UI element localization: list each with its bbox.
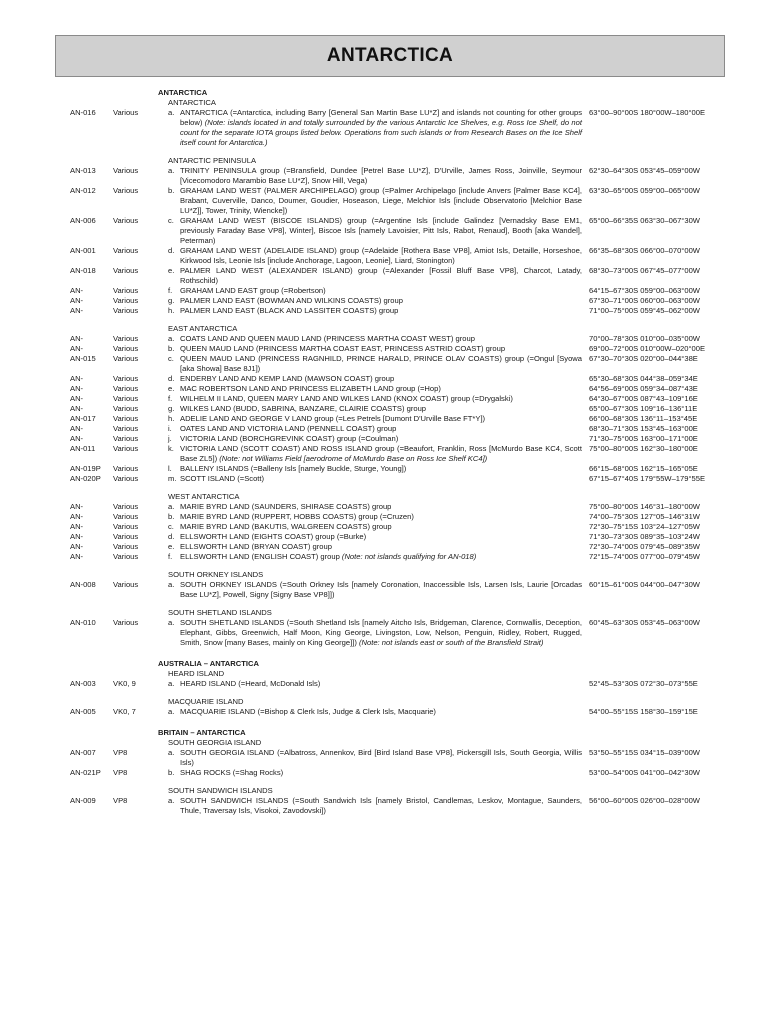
section-heading: HEARD ISLAND — [168, 669, 225, 678]
entry-description — [180, 748, 582, 768]
entry-description — [180, 474, 582, 484]
iota-reference: AN- — [70, 334, 84, 343]
iota-reference: AN- — [70, 522, 84, 531]
entry-coordinates: 68°30–71°30S 153°45–163°00E — [589, 424, 698, 433]
iota-reference: AN- — [70, 296, 84, 305]
iota-reference: AN- — [70, 286, 84, 295]
page-title-box — [55, 35, 725, 77]
entry-coordinates: 75°00–80°00S 146°31–180°00W — [589, 502, 700, 511]
callsign-prefix: Various — [113, 246, 139, 255]
entry-coordinates: 62°30–64°30S 053°45–059°00W — [589, 166, 700, 175]
entry-coordinates: 72°30–74°00S 079°45–089°35W — [589, 542, 700, 551]
entry-letter: c. — [168, 216, 174, 225]
entry-coordinates: 71°00–75°00S 059°45–062°00W — [589, 306, 700, 315]
entry-letter: f. — [168, 286, 173, 295]
entry-coordinates: 64°56–69°00S 059°34–087°43E — [589, 384, 698, 393]
entry-note: (Note: not islands east or south of the Bransfield Strait) — [358, 638, 544, 647]
iota-reference: AN- — [70, 306, 84, 315]
entry-description — [180, 502, 582, 512]
entry-description — [180, 434, 582, 444]
entry-coordinates: 71°30–75°00S 163°00–171°00E — [589, 434, 698, 443]
entry-text: MARIE BYRD LAND (SAUNDERS, SHIRASE COASTS) group — [180, 502, 392, 511]
entry-description — [180, 707, 582, 717]
entry-text: SOUTH SHETLAND ISLANDS (=South Shetland Isls [namely Aitcho Isls, Bridgeman, Clarence, Cornwallis, Deception, Elephant, Gibbs, Greenwich, Half Moon, King George, Livingston, Low, Nelson, Penguin, Ridley, Robert, Rugged, Smith, Snow [many Bases, mainly on King George]]) — [180, 618, 582, 647]
entry-description — [180, 768, 582, 778]
entry-text: QUEEN MAUD LAND (PRINCESS MARTHA COAST EAST, PRINCESS ASTRID COAST) group — [180, 344, 506, 353]
entry-letter: a. — [168, 502, 175, 511]
entry-letter: e. — [168, 542, 175, 551]
iota-reference: AN-012 — [70, 186, 96, 195]
section-heading: ANTARCTIC PENINSULA — [168, 156, 257, 165]
entry-coordinates: 66°35–68°30S 066°00–070°00W — [589, 246, 700, 255]
entry-description — [180, 384, 582, 394]
entry-letter: j. — [168, 434, 172, 443]
entry-coordinates: 66°00–68°30S 136°11–153°45E — [589, 414, 698, 423]
entry-letter: a. — [168, 334, 175, 343]
entry-coordinates: 71°30–73°30S 089°35–103°24W — [589, 532, 700, 541]
entry-letter: a. — [168, 748, 175, 757]
entry-coordinates: 66°15–68°00S 162°15–165°05E — [589, 464, 698, 473]
entry-letter: d. — [168, 532, 175, 541]
callsign-prefix: Various — [113, 464, 139, 473]
entry-text: COATS LAND AND QUEEN MAUD LAND (PRINCESS MARTHA COAST WEST) group — [180, 334, 475, 343]
entry-description — [180, 216, 582, 246]
iota-reference: AN-015 — [70, 354, 96, 363]
entry-description — [180, 296, 582, 306]
iota-reference: AN-017 — [70, 414, 96, 423]
callsign-prefix: Various — [113, 344, 139, 353]
entry-coordinates: 74°00–75°30S 127°05–146°31W — [589, 512, 700, 521]
entry-row — [0, 748, 768, 768]
entry-coordinates: 68°30–73°00S 067°45–077°00W — [589, 266, 700, 275]
entry-text: GRAHAM LAND WEST (BISCOE ISLANDS) group (=Argentine Isls [include Galindez [Vernadsky Base EM1, previously Faraday Base VP8], Winter], Biscoe Isls [namely Lavoisier, Pitt Isls, Rabot, Renaud], Booth [aka Wandel], Peterman) — [180, 216, 582, 245]
callsign-prefix: Various — [113, 354, 139, 363]
entry-text: WILHELM II LAND, QUEEN MARY LAND AND WILKES LAND (KNOX COAST) group (=Drygalski) — [180, 394, 513, 403]
entry-description — [180, 444, 582, 464]
entry-coordinates: 63°00–90°00S 180°00W–180°00E — [589, 108, 706, 117]
callsign-prefix: Various — [113, 444, 139, 453]
callsign-prefix: Various — [113, 552, 139, 561]
entry-row — [0, 414, 768, 424]
entry-letter: a. — [168, 679, 175, 688]
iota-reference: AN- — [70, 512, 84, 521]
entry-description — [180, 580, 582, 600]
entry-text: ELLSWORTH LAND (BRYAN COAST) group — [180, 542, 332, 551]
entry-row — [0, 444, 768, 464]
entry-description — [180, 679, 582, 689]
iota-reference: AN-018 — [70, 266, 96, 275]
entry-description — [180, 344, 582, 354]
entry-letter: g. — [168, 404, 175, 413]
callsign-prefix: Various — [113, 306, 139, 315]
iota-reference: AN-007 — [70, 748, 96, 757]
section-heading: EAST ANTARCTICA — [168, 324, 238, 333]
entry-letter: a. — [168, 796, 175, 805]
entry-description — [180, 186, 582, 216]
entry-note: (Note: islands located in and totally surrounded by the various Antarctic Ice Shelves, e.g. Ross Ice Shelf, do not count for the separate IOTA groups listed below. Operations from such islands or from Research Bases on the Ice Shelf itself count for Antarctica.) — [180, 118, 582, 147]
entry-letter: e. — [168, 266, 175, 275]
entry-row — [0, 679, 768, 689]
entry-letter: a. — [168, 707, 175, 716]
iota-reference: AN-011 — [70, 444, 96, 453]
callsign-prefix: Various — [113, 414, 139, 423]
callsign-prefix: Various — [113, 542, 139, 551]
entry-text: PALMER LAND WEST (ALEXANDER ISLAND) group (=Alexander [Fossil Bluff Base VP8], Charcot, Latady, Rothschild) — [180, 266, 582, 285]
entry-description — [180, 522, 582, 532]
iota-reference: AN- — [70, 384, 84, 393]
iota-reference: AN-010 — [70, 618, 96, 627]
entry-text: ELLSWORTH LAND (EIGHTS COAST) group (=Burke) — [180, 532, 367, 541]
entry-text: SOUTH ORKNEY ISLANDS (=South Orkney Isls [namely Coronation, Inaccessible Isls, Larsen Isls, Laurie [Orcadas Base LU*Z], Powell, Signy [Signy Base VP8]]) — [180, 580, 582, 599]
entry-description — [180, 286, 582, 296]
entry-row — [0, 512, 768, 522]
page-title: ANTARCTICA — [326, 45, 454, 66]
entry-description — [180, 354, 582, 374]
entry-coordinates: 75°00–80°00S 162°30–180°00E — [589, 444, 698, 453]
entry-description — [180, 404, 582, 414]
entry-row — [0, 542, 768, 552]
entry-row — [0, 618, 768, 648]
entry-description — [180, 618, 582, 648]
callsign-prefix: Various — [113, 374, 139, 383]
entry-text: TRINITY PENINSULA group (=Bransfield, Dundee [Petrel Base LU*Z], D'Urville, James Ross, Joinville, Seymour [Vicecomodoro Marambio Base LU*Z], Snow Hill, Vega) — [180, 166, 582, 185]
entry-text: ANTARCTICA (=Antarctica, including Barry [General San Martin Base LU*Z] and islands not counting for other groups below) — [180, 108, 582, 127]
entry-row — [0, 404, 768, 414]
entry-coordinates: 67°30–71°00S 060°00–063°00W — [589, 296, 700, 305]
callsign-prefix: VK0, 7 — [113, 707, 136, 716]
entry-coordinates: 65°00–66°35S 063°30–067°30W — [589, 216, 700, 225]
section-heading: SOUTH ORKNEY ISLANDS — [168, 570, 264, 579]
entry-text: PALMER LAND EAST (BOWMAN AND WILKINS COASTS) group — [180, 296, 403, 305]
callsign-prefix: Various — [113, 404, 139, 413]
entry-row — [0, 286, 768, 296]
entry-text: GRAHAM LAND WEST (PALMER ARCHIPELAGO) group (=Palmer Archipelago [include Anvers [Palmer Base KC4], Brabant, Cuverville, Danco, Doumer, Goudier, Hoseason, Liege, Melchior Isls [include Observatorio [Melchior Base LU*Z]], Tower, Trinity, Wiencke]) — [180, 186, 582, 215]
entry-coordinates: 65°30–68°30S 044°38–059°34E — [589, 374, 698, 383]
entry-row — [0, 532, 768, 542]
entry-row — [0, 108, 768, 148]
entry-description — [180, 166, 582, 186]
entry-note: (Note: not Williams Field [aerodrome of McMurdo Base on Ross Ice Shelf KC4]) — [219, 454, 488, 463]
entry-letter: l. — [168, 464, 172, 473]
entry-row — [0, 344, 768, 354]
iota-reference: AN- — [70, 404, 84, 413]
iota-reference: AN- — [70, 374, 84, 383]
entry-row — [0, 394, 768, 404]
entry-description — [180, 108, 582, 148]
entry-row — [0, 434, 768, 444]
entry-letter: k. — [168, 444, 174, 453]
entry-text: MACQUARIE ISLAND (=Bishop & Clerk Isls, Judge & Clerk Isls, Macquarie) — [180, 707, 436, 716]
entry-text: MARIE BYRD LAND (BAKUTIS, WALGREEN COASTS) group — [180, 522, 392, 531]
section-heading: SOUTH SHETLAND ISLANDS — [168, 608, 272, 617]
island-listing — [0, 88, 768, 816]
entry-letter: a. — [168, 618, 175, 627]
callsign-prefix: Various — [113, 434, 139, 443]
entry-coordinates: 53°00–54°00S 041°00–042°30W — [589, 768, 700, 777]
callsign-prefix: Various — [113, 384, 139, 393]
entry-text: SCOTT ISLAND (=Scott) — [180, 474, 265, 483]
entry-letter: c. — [168, 522, 174, 531]
entry-description — [180, 424, 582, 434]
entry-description — [180, 464, 582, 474]
callsign-prefix: Various — [113, 166, 139, 175]
entry-coordinates: 67°30–70°30S 020°00–044°38E — [589, 354, 698, 363]
entry-coordinates: 69°00–72°00S 010°00W–020°00E — [589, 344, 706, 353]
entry-coordinates: 52°45–53°30S 072°30–073°55E — [589, 679, 698, 688]
entry-coordinates: 64°15–67°30S 059°00–063°00W — [589, 286, 700, 295]
entry-row — [0, 266, 768, 286]
entry-coordinates: 67°15–67°40S 179°55W–179°55E — [589, 474, 706, 483]
iota-reference: AN-006 — [70, 216, 96, 225]
iota-reference: AN-009 — [70, 796, 96, 805]
entry-coordinates: 54°00–55°15S 158°30–159°15E — [589, 707, 698, 716]
entry-text: VICTORIA LAND (SCOTT COAST) AND ROSS ISLAND group (=Beaufort, Franklin, Ross [McMurdo Base KC4, Scott Base ZL5]) — [180, 444, 582, 463]
entry-letter: f. — [168, 394, 173, 403]
callsign-prefix: Various — [113, 474, 139, 483]
entry-coordinates: 64°30–67°00S 087°43–109°16E — [589, 394, 698, 403]
entry-description — [180, 374, 582, 384]
entry-letter: b. — [168, 186, 175, 195]
entry-letter: h. — [168, 306, 175, 315]
iota-reference: AN- — [70, 502, 84, 511]
entry-row — [0, 246, 768, 266]
callsign-prefix: Various — [113, 286, 139, 295]
iota-reference: AN-005 — [70, 707, 96, 716]
callsign-prefix: Various — [113, 618, 139, 627]
entry-letter: i. — [168, 424, 172, 433]
entry-row — [0, 580, 768, 600]
callsign-prefix: Various — [113, 296, 139, 305]
entry-letter: d. — [168, 374, 175, 383]
section-heading: SOUTH GEORGIA ISLAND — [168, 738, 262, 747]
entry-description — [180, 542, 582, 552]
entry-description — [180, 796, 582, 816]
iota-reference: AN-016 — [70, 108, 96, 117]
entry-letter: b. — [168, 768, 175, 777]
iota-reference: AN- — [70, 552, 84, 561]
iota-reference: AN- — [70, 394, 84, 403]
entry-text: SHAG ROCKS (=Shag Rocks) — [180, 768, 284, 777]
entry-description — [180, 552, 582, 562]
iota-reference: AN-003 — [70, 679, 96, 688]
entry-description — [180, 532, 582, 542]
entry-description — [180, 414, 582, 424]
entry-coordinates: 60°45–63°30S 053°45–063°00W — [589, 618, 700, 627]
callsign-prefix: Various — [113, 532, 139, 541]
entry-letter: c. — [168, 354, 174, 363]
iota-reference: AN-001 — [70, 246, 96, 255]
entry-coordinates: 53°50–55°15S 034°15–039°00W — [589, 748, 700, 757]
entry-row — [0, 384, 768, 394]
entry-letter: d. — [168, 246, 175, 255]
entry-text: ELLSWORTH LAND (ENGLISH COAST) group — [180, 552, 340, 561]
callsign-prefix: VK0, 9 — [113, 679, 136, 688]
entry-description — [180, 512, 582, 522]
section-heading: ANTARCTICA — [168, 98, 216, 107]
entry-letter: b. — [168, 344, 175, 353]
callsign-prefix: Various — [113, 216, 139, 225]
entry-coordinates: 56°00–60°00S 026°00–028°00W — [589, 796, 700, 805]
callsign-prefix: Various — [113, 186, 139, 195]
callsign-prefix: Various — [113, 512, 139, 521]
entry-text: ENDERBY LAND AND KEMP LAND (MAWSON COAST) group — [180, 374, 395, 383]
entry-note: (Note: not islands qualifying for AN-018) — [341, 552, 477, 561]
entry-description — [180, 306, 582, 316]
entry-text: SOUTH SANDWICH ISLANDS (=South Sandwich Isls [namely Bristol, Candlemas, Leskov, Montague, Saunders, Thule, Traversay Isls, Visokoi, Zavodovski]) — [180, 796, 582, 815]
entry-text: VICTORIA LAND (BORCHGREVINK COAST) group (=Coulman) — [180, 434, 399, 443]
entry-row — [0, 296, 768, 306]
callsign-prefix: VP8 — [113, 748, 128, 757]
entry-text: WILKES LAND (BUDD, SABRINA, BANZARE, CLAIRIE COASTS) group — [180, 404, 427, 413]
iota-reference: AN- — [70, 424, 84, 433]
iota-reference: AN-019P — [70, 464, 101, 473]
entry-row — [0, 474, 768, 484]
entry-text: GRAHAM LAND EAST group (=Robertson) — [180, 286, 326, 295]
entry-letter: h. — [168, 414, 175, 423]
entry-description — [180, 246, 582, 266]
entry-text: MARIE BYRD LAND (RUPPERT, HOBBS COASTS) group (=Cruzen) — [180, 512, 414, 521]
entry-coordinates: 72°15–74°00S 077°00–079°45W — [589, 552, 700, 561]
entry-row — [0, 374, 768, 384]
entry-letter: f. — [168, 552, 173, 561]
entry-row — [0, 522, 768, 532]
entry-letter: a. — [168, 580, 175, 589]
entry-row — [0, 216, 768, 246]
entry-row — [0, 166, 768, 186]
entry-text: OATES LAND AND VICTORIA LAND (PENNELL COAST) group — [180, 424, 397, 433]
entry-text: MAC ROBERTSON LAND AND PRINCESS ELIZABETH LAND group (=Hop) — [180, 384, 441, 393]
callsign-prefix: Various — [113, 424, 139, 433]
section-heading: SOUTH SANDWICH ISLANDS — [168, 786, 273, 795]
section-heading: MACQUARIE ISLAND — [168, 697, 244, 706]
entry-letter: e. — [168, 384, 175, 393]
entry-coordinates: 70°00–78°30S 010°00–035°00W — [589, 334, 700, 343]
entry-coordinates: 65°00–67°30S 109°16–136°11E — [589, 404, 698, 413]
entry-row — [0, 186, 768, 216]
entry-row — [0, 502, 768, 512]
entry-letter: a. — [168, 166, 175, 175]
entry-text: SOUTH GEORGIA ISLAND (=Albatross, Annenkov, Bird [Bird Island Base VP8], Pickersgill Isls, South Georgia, Willis Isls) — [180, 748, 582, 767]
group-heading: BRITAIN – ANTARCTICA — [158, 728, 246, 737]
entry-row — [0, 306, 768, 316]
entry-row — [0, 464, 768, 474]
iota-reference: AN- — [70, 542, 84, 551]
callsign-prefix: Various — [113, 108, 139, 117]
group-heading: AUSTRALIA – ANTARCTICA — [158, 659, 259, 668]
group-heading: ANTARCTICA — [158, 88, 208, 97]
callsign-prefix: Various — [113, 334, 139, 343]
entry-row — [0, 707, 768, 717]
section-heading: WEST ANTARCTICA — [168, 492, 240, 501]
callsign-prefix: Various — [113, 522, 139, 531]
entry-letter: a. — [168, 108, 175, 117]
entry-letter: m. — [168, 474, 177, 483]
iota-reference: AN-013 — [70, 166, 96, 175]
entry-text: ADELIE LAND AND GEORGE V LAND group (=Les Petrels [Dumont D'Urville Base FT*Y]) — [180, 414, 486, 423]
entry-row — [0, 334, 768, 344]
entry-letter: b. — [168, 512, 175, 521]
iota-reference: AN-008 — [70, 580, 96, 589]
entry-text: BALLENY ISLANDS (=Balleny Isls [namely Buckle, Sturge, Young]) — [180, 464, 407, 473]
entry-description — [180, 394, 582, 404]
iota-reference: AN- — [70, 344, 84, 353]
callsign-prefix: VP8 — [113, 796, 128, 805]
entry-row — [0, 796, 768, 816]
entry-row — [0, 424, 768, 434]
entry-description — [180, 334, 582, 344]
entry-coordinates: 60°15–61°00S 044°00–047°30W — [589, 580, 700, 589]
callsign-prefix: Various — [113, 266, 139, 275]
entry-coordinates: 72°30–75°15S 103°24–127°05W — [589, 522, 700, 531]
entry-row — [0, 552, 768, 562]
entry-text: GRAHAM LAND WEST (ADELAIDE ISLAND) group (=Adelaide [Rothera Base VP8], Amiot Isls, Detaille, Horseshoe, Kirkwood Isls, Leonie Isls [include Anchorage, Lagoon, Leonie], Liard, Stonington) — [180, 246, 582, 265]
iota-reference: AN- — [70, 434, 84, 443]
callsign-prefix: VP8 — [113, 768, 128, 777]
iota-reference: AN-020P — [70, 474, 101, 483]
entry-letter: g. — [168, 296, 175, 305]
entry-description — [180, 266, 582, 286]
entry-row — [0, 354, 768, 374]
callsign-prefix: Various — [113, 394, 139, 403]
callsign-prefix: Various — [113, 502, 139, 511]
entry-row — [0, 768, 768, 778]
entry-text: QUEEN MAUD LAND (PRINCESS RAGNHILD, PRINCE HARALD, PRINCE OLAV COASTS) group (=Ongul [Syowa [aka Showa] Base 8J1]) — [180, 354, 582, 373]
iota-reference: AN-021P — [70, 768, 101, 777]
entry-text: HEARD ISLAND (=Heard, McDonald Isls) — [180, 679, 321, 688]
callsign-prefix: Various — [113, 580, 139, 589]
entry-coordinates: 63°30–65°00S 059°00–065°00W — [589, 186, 700, 195]
entry-text: PALMER LAND EAST (BLACK AND LASSITER COASTS) group — [180, 306, 399, 315]
iota-reference: AN- — [70, 532, 84, 541]
